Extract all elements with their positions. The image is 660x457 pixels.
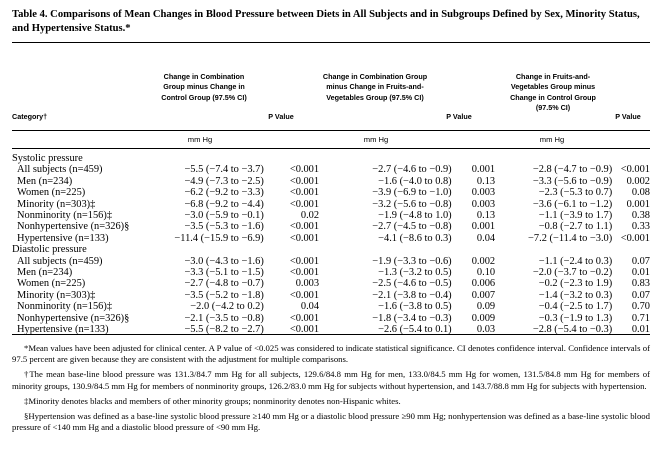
table-row <box>12 278 650 289</box>
estimate-combination-vs-control: −3.0 (−5.9 to −0.1) <box>184 210 264 222</box>
table-row <box>12 267 650 278</box>
p-value: 0.002 <box>626 175 650 187</box>
table-row <box>12 221 650 232</box>
p-value: 0.08 <box>631 187 650 199</box>
p-value: <0.001 <box>289 198 320 210</box>
estimate-fruits-vs-control: −3.3 (−5.6 to −0.9) <box>532 175 613 187</box>
footnote: ‡Minority denotes blacks and members of other minority groups; nonminority denotes non-Hispanic whites. <box>24 395 401 406</box>
column-gap <box>495 164 516 175</box>
estimate-fruits-vs-control: −1.1 (−2.4 to 0.3) <box>538 255 613 267</box>
estimate-fruits-vs-control: −1.4 (−3.2 to 0.3) <box>538 289 613 301</box>
column-gap <box>495 221 516 232</box>
estimate-combination-vs-fruits: −3.2 (−5.6 to −0.8) <box>372 198 452 210</box>
estimate-combination-vs-fruits: −3.9 (−6.9 to −1.0) <box>372 187 452 199</box>
column-gap <box>319 278 340 289</box>
estimate-fruits-vs-control: −0.3 (−1.9 to 1.3) <box>538 312 613 324</box>
table-row <box>12 176 650 187</box>
p-value: 0.002 <box>471 255 496 267</box>
unit-label-3: mm Hg <box>539 135 565 144</box>
footnote: *Mean values have been adjusted for clinical center. A P value of <0.025 was considered to indicate statistical significance. CI denotes confidence interval. Confidence intervals of 97.5 percent are given because they are consistent with the adjustment for multiple comparisons. <box>12 343 650 365</box>
header-col1: Change in Combination Group minus Change in Control Group (97.5% CI) <box>161 72 247 102</box>
header-col2: Change in Combination Group minus Change in Fruits-and-Vegetables Group (97.5% CI) <box>322 72 428 102</box>
estimate-combination-vs-control: −3.3 (−5.1 to −1.5) <box>184 267 264 279</box>
estimate-fruits-vs-control: −2.8 (−4.7 to −0.9) <box>532 164 613 176</box>
estimate-combination-vs-control: −6.8 (−9.2 to −4.4) <box>184 198 264 210</box>
column-gap <box>319 221 340 232</box>
footnotes <box>12 343 650 438</box>
column-gap <box>495 256 516 267</box>
table-caption: Table 4. Comparisons of Mean Changes in Blood Pressure between Diets in All Subjects and in Subgroups Defined by Sex, Minority Status, and Hypertensive Status.* <box>12 9 640 34</box>
estimate-combination-vs-fruits: −2.7 (−4.6 to −0.9) <box>372 164 452 176</box>
table-row <box>12 290 650 301</box>
table-row <box>12 301 650 312</box>
table-row <box>12 199 650 210</box>
p-value: 0.71 <box>631 312 650 324</box>
table-group-row <box>12 153 650 164</box>
column-gap <box>319 313 340 324</box>
header-category: Category† <box>12 112 48 121</box>
p-value: 0.01 <box>631 267 650 279</box>
header-p-value-3: P Value <box>615 112 641 121</box>
table-group-row <box>12 244 650 255</box>
estimate-combination-vs-fruits: −2.7 (−4.5 to −0.8) <box>372 221 452 233</box>
estimate-combination-vs-fruits: −1.6 (−4.0 to 0.8) <box>378 175 452 187</box>
estimate-combination-vs-fruits: −1.9 (−4.8 to 1.0) <box>378 210 452 222</box>
estimate-fruits-vs-control: −0.4 (−2.5 to 1.7) <box>538 301 613 313</box>
p-value: <0.001 <box>620 232 650 244</box>
p-value: <0.001 <box>289 175 320 187</box>
p-value: <0.001 <box>289 289 320 301</box>
p-value: 0.003 <box>471 198 496 210</box>
row-label: Nonminority (n=156)‡ <box>17 301 113 313</box>
row-label: All subjects (n=459) <box>17 164 103 176</box>
p-value: <0.001 <box>289 164 320 176</box>
estimate-combination-vs-fruits: −1.3 (−3.2 to 0.5) <box>378 267 452 279</box>
p-value: 0.001 <box>626 198 650 210</box>
p-value: <0.001 <box>289 232 320 244</box>
header-col3: Change in Fruits-and-Vegetables Group minus Change in Control Group (97.5% CI) <box>510 72 596 113</box>
estimate-fruits-vs-control: −3.6 (−6.1 to −1.2) <box>532 198 613 210</box>
row-label: Nonhypertensive (n=326)§ <box>17 312 130 324</box>
estimate-combination-vs-fruits: −2.5 (−4.6 to −0.5) <box>372 278 452 290</box>
column-gap <box>319 290 340 301</box>
p-value: 0.07 <box>631 289 650 301</box>
column-gap <box>495 187 516 198</box>
row-label: All subjects (n=459) <box>17 255 103 267</box>
p-value: 0.001 <box>471 164 496 176</box>
footnote: †The mean base-line blood pressure was 131.3/84.7 mm Hg for all subjects, 129.6/84.8 mm Hg for men, 133.0/84.5 mm Hg for women, 131.5/84.8 mm Hg for members of minority groups, 130.9/84.5 mm Hg for members of nonminority groups, 126.2/83.0 mm Hg for subjects without hypertension, and 143.7/88.8 mm Hg for subjects with hypertension. <box>12 369 650 391</box>
row-label: Men (n=234) <box>17 267 73 279</box>
p-value: 0.70 <box>631 301 650 313</box>
bottom-rule <box>12 334 650 335</box>
column-gap <box>495 290 516 301</box>
table-row <box>12 164 650 175</box>
estimate-combination-vs-control: −5.5 (−7.4 to −3.7) <box>184 164 264 176</box>
column-gap <box>319 187 340 198</box>
column-gap <box>319 164 340 175</box>
p-value: 0.83 <box>631 278 650 290</box>
row-label: Minority (n=303)‡ <box>17 198 96 210</box>
row-label: Women (n=225) <box>17 187 86 199</box>
p-value: 0.33 <box>631 221 650 233</box>
header-p-value-1: P Value <box>268 112 294 121</box>
p-value: <0.001 <box>289 267 320 279</box>
p-value: 0.003 <box>471 187 496 199</box>
estimate-combination-vs-control: −5.5 (−8.2 to −2.7) <box>184 324 264 336</box>
column-gap <box>319 233 340 244</box>
p-value: 0.38 <box>631 210 650 222</box>
estimate-combination-vs-control: −3.5 (−5.3 to −1.6) <box>184 221 264 233</box>
estimate-combination-vs-control: −11.4 (−15.9 to −6.9) <box>174 232 264 244</box>
column-gap <box>495 210 516 221</box>
unit-rule <box>12 148 650 149</box>
p-value: <0.001 <box>620 164 650 176</box>
header-rule <box>12 130 650 131</box>
column-gap <box>495 313 516 324</box>
estimate-fruits-vs-control: −7.2 (−11.4 to −3.0) <box>528 232 613 244</box>
estimate-fruits-vs-control: −0.2 (−2.3 to 1.9) <box>538 278 613 290</box>
table-row <box>12 210 650 221</box>
p-value: 0.09 <box>476 301 496 313</box>
header-p-value-2: P Value <box>446 112 472 121</box>
p-value: <0.001 <box>289 221 320 233</box>
table-row <box>12 256 650 267</box>
table-row <box>12 233 650 244</box>
column-gap <box>495 301 516 312</box>
p-value: 0.006 <box>471 278 496 290</box>
column-gap <box>495 176 516 187</box>
row-label: Men (n=234) <box>17 175 73 187</box>
group-label: Diastolic pressure <box>12 244 87 256</box>
p-value: 0.10 <box>476 267 496 279</box>
p-value: <0.001 <box>289 187 320 199</box>
p-value: 0.007 <box>471 289 496 301</box>
row-label: Nonminority (n=156)‡ <box>17 210 113 222</box>
p-value: <0.001 <box>289 324 320 336</box>
p-value: 0.04 <box>476 232 496 244</box>
estimate-combination-vs-fruits: −1.6 (−3.8 to 0.5) <box>378 301 452 313</box>
estimate-combination-vs-control: −2.7 (−4.8 to −0.7) <box>184 278 264 290</box>
estimate-combination-vs-control: −3.0 (−4.3 to −1.6) <box>184 255 264 267</box>
group-label: Systolic pressure <box>12 153 83 164</box>
p-value: 0.03 <box>476 324 496 336</box>
p-value: <0.001 <box>289 312 320 324</box>
row-label: Hypertensive (n=133) <box>17 324 109 336</box>
table-row <box>12 187 650 198</box>
unit-label-2: mm Hg <box>363 135 389 144</box>
unit-label-1: mm Hg <box>187 135 213 144</box>
estimate-fruits-vs-control: −2.3 (−5.3 to 0.7) <box>538 187 613 199</box>
table-row <box>12 313 650 324</box>
p-value: 0.009 <box>471 312 496 324</box>
p-value: 0.04 <box>300 301 320 313</box>
p-value: 0.13 <box>476 175 496 187</box>
row-label: Minority (n=303)‡ <box>17 289 96 301</box>
comparison-table <box>12 153 650 336</box>
footnote: §Hypertension was defined as a base-line systolic blood pressure ≥140 mm Hg or a diastolic blood pressure ≥90 mm Hg; nonhypertension was defined as a base-line systolic blood pressure of <140 mm Hg and a diastolic blood pressure of <90 mm Hg. <box>12 411 650 433</box>
estimate-combination-vs-fruits: −1.9 (−3.3 to −0.6) <box>372 255 452 267</box>
estimate-combination-vs-control: −3.5 (−5.2 to −1.8) <box>184 289 264 301</box>
row-label: Women (n=225) <box>17 278 86 290</box>
p-value: 0.003 <box>295 278 320 290</box>
p-value: 0.07 <box>631 255 650 267</box>
row-label: Nonhypertensive (n=326)§ <box>17 221 130 233</box>
estimate-combination-vs-control: −4.9 (−7.3 to −2.5) <box>184 175 264 187</box>
column-gap <box>319 176 340 187</box>
estimate-combination-vs-control: −6.2 (−9.2 to −3.3) <box>184 187 264 199</box>
row-label: Hypertensive (n=133) <box>17 232 109 244</box>
p-value: 0.001 <box>471 221 496 233</box>
column-gap <box>319 267 340 278</box>
column-gap <box>319 301 340 312</box>
estimate-combination-vs-fruits: −1.8 (−3.4 to −0.3) <box>372 312 452 324</box>
column-gap <box>495 278 516 289</box>
column-gap <box>495 233 516 244</box>
estimate-fruits-vs-control: −2.0 (−3.7 to −0.2) <box>532 267 613 279</box>
p-value: <0.001 <box>289 255 320 267</box>
p-value: 0.01 <box>631 324 650 336</box>
estimate-combination-vs-fruits: −2.1 (−3.8 to −0.4) <box>372 289 452 301</box>
estimate-combination-vs-fruits: −2.6 (−5.4 to 0.1) <box>378 324 452 336</box>
estimate-combination-vs-control: −2.1 (−3.5 to −0.8) <box>184 312 264 324</box>
estimate-combination-vs-control: −2.0 (−4.2 to 0.2) <box>190 301 264 313</box>
estimate-fruits-vs-control: −2.8 (−5.4 to −0.3) <box>532 324 613 336</box>
p-value: 0.02 <box>300 210 320 222</box>
estimate-combination-vs-fruits: −4.1 (−8.6 to 0.3) <box>378 232 452 244</box>
column-gap <box>495 267 516 278</box>
top-rule <box>12 42 650 43</box>
estimate-fruits-vs-control: −1.1 (−3.9 to 1.7) <box>538 210 613 222</box>
column-gap <box>495 199 516 210</box>
column-gap <box>319 199 340 210</box>
estimate-fruits-vs-control: −0.8 (−2.7 to 1.1) <box>538 221 613 233</box>
column-gap <box>319 210 340 221</box>
p-value: 0.13 <box>476 210 496 222</box>
column-gap <box>319 256 340 267</box>
